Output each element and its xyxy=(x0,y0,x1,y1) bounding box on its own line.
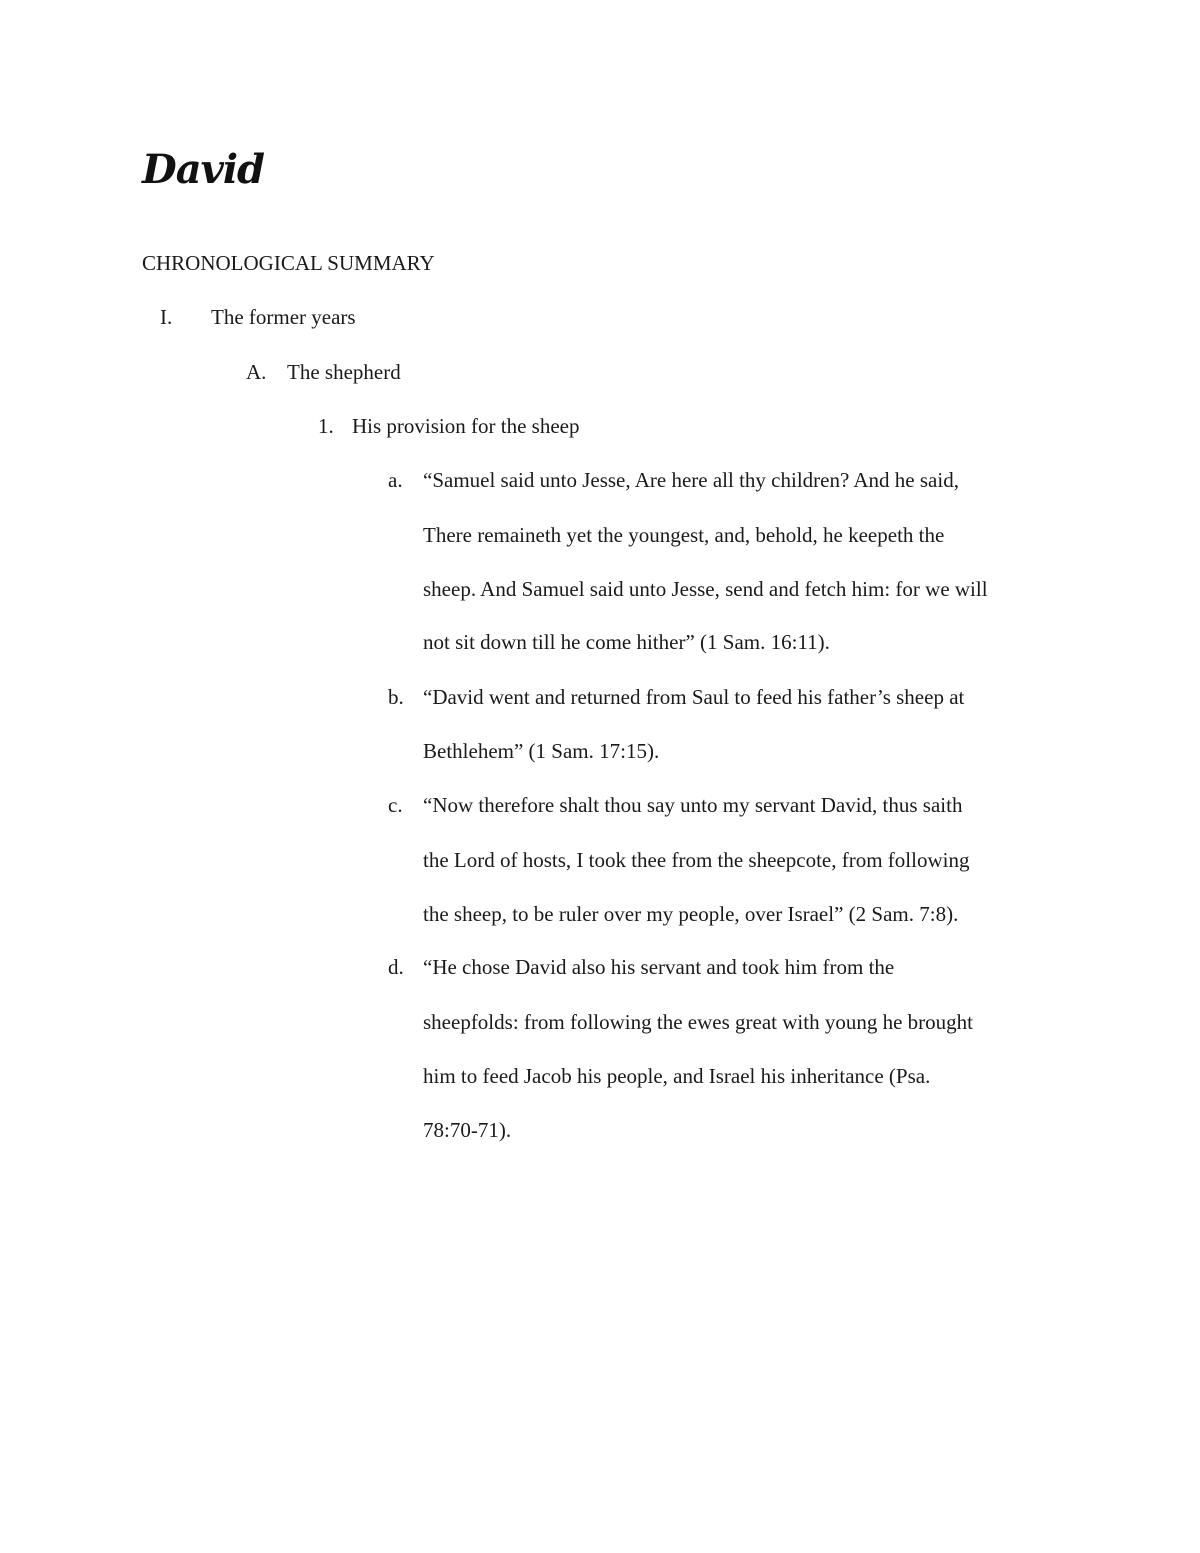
list-item-line: sheep. And Samuel said unto Jesse, send and fetch him: for we will xyxy=(423,577,988,601)
list-item-line: “David went and returned from Saul to feed his father’s sheep at xyxy=(423,685,965,709)
list-item-line: “Now therefore shalt thou say unto my servant David, thus saith xyxy=(423,793,963,817)
list-item-line: There remaineth yet the youngest, and, behold, he keepeth the xyxy=(423,523,945,547)
list-item-marker: b. xyxy=(388,685,404,709)
list-item-marker: a. xyxy=(388,468,403,492)
list-item-line: “He chose David also his servant and took him from the xyxy=(423,955,895,979)
list-item-line: the sheep, to be ruler over my people, over Israel” (2 Sam. 7:8). xyxy=(423,902,959,926)
list-item-line: 78:70-71). xyxy=(423,1118,512,1142)
list-item-line: the Lord of hosts, I took thee from the sheepcote, from following xyxy=(423,848,970,872)
outline-text-level3: His provision for the sheep xyxy=(352,414,580,438)
list-item-line: sheepfolds: from following the ewes great with young he brought xyxy=(423,1010,973,1034)
list-item-line: “Samuel said unto Jesse, Are here all thy children? And he said, xyxy=(423,468,959,492)
document-title: David xyxy=(142,146,265,193)
section-heading: CHRONOLOGICAL SUMMARY xyxy=(142,251,435,275)
outline-text-level1: The former years xyxy=(211,305,356,329)
list-item-line: Bethlehem” (1 Sam. 17:15). xyxy=(423,739,660,763)
outline-marker-level2: A. xyxy=(246,360,267,384)
outline-marker-level1: I. xyxy=(160,305,173,329)
list-item-marker: c. xyxy=(388,793,403,817)
outline-marker-level3: 1. xyxy=(318,414,334,438)
outline-text-level2: The shepherd xyxy=(287,360,401,384)
list-item-line: not sit down till he come hither” (1 Sam. 16:11). xyxy=(423,630,830,654)
list-item-line: him to feed Jacob his people, and Israel his inheritance (Psa. xyxy=(423,1064,931,1088)
list-item-marker: d. xyxy=(388,955,404,979)
